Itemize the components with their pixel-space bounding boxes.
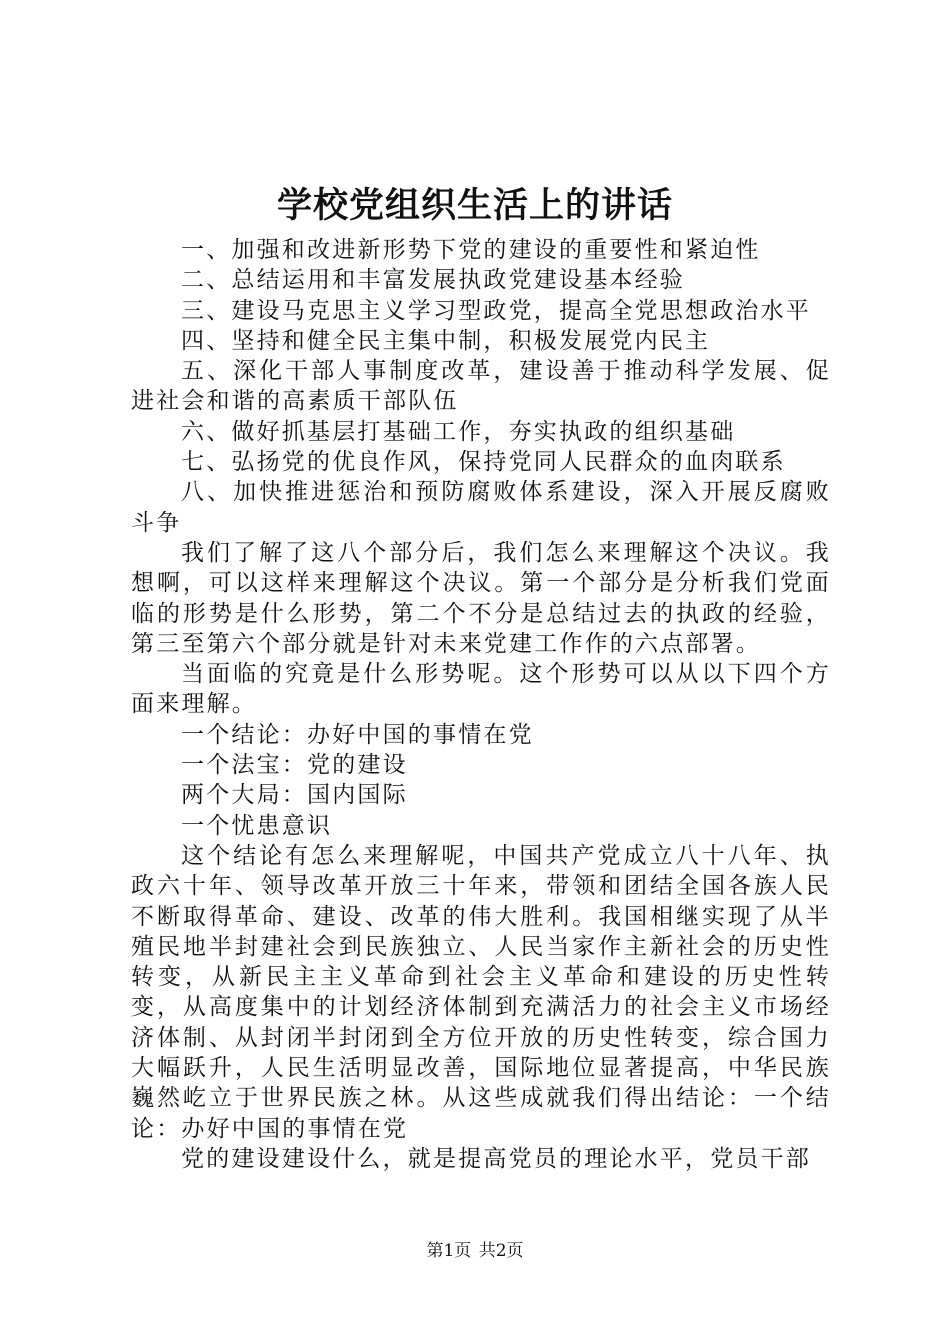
paragraph: 当面临的究竟是什么形势呢。这个形势可以从以下四个方面来理解。 xyxy=(131,661,831,718)
document-body xyxy=(131,235,831,1174)
page-total: 共2页 xyxy=(478,1241,524,1261)
paragraph: 八、加快推进惩治和预防腐败体系建设，深入开展反腐败斗争 xyxy=(131,479,831,536)
document-title: 学校党组织生活上的讲话 xyxy=(276,185,673,226)
paragraph: 一个忧患意识 xyxy=(181,812,333,839)
paragraph: 七、弘扬党的优良作风，保持党同人民群众的血肉联系 xyxy=(181,449,786,476)
page-number: 第1页 xyxy=(426,1241,472,1261)
paragraph: 一个法宝：党的建设 xyxy=(181,752,408,779)
paragraph: 一个结论：办好中国的事情在党 xyxy=(181,721,534,748)
paragraph: 党的建设建设什么，就是提高党员的理论水平，党员干部 xyxy=(181,1145,811,1172)
paragraph: 二、总结运用和丰富发展执政党建设基本经验 xyxy=(181,267,685,294)
paragraph: 四、坚持和健全民主集中制，积极发展党内民主 xyxy=(181,327,711,354)
paragraph: 五、深化干部人事制度改革，建设善于推动科学发展、促进社会和谐的高素质干部队伍 xyxy=(131,358,831,415)
paragraph: 我们了解了这八个部分后，我们怎么来理解这个决议。我想啊，可以这样来理解这个决议。第一个部分是分析我们党面临的形势是什么形势，第二个不分是总结过去的执政的经验，第三至第六个部分就是针对未来党建工作作的六点部署。 xyxy=(131,539,831,657)
page-footer xyxy=(0,1240,950,1262)
paragraph: 一、加强和改进新形势下党的建设的重要性和紧迫性 xyxy=(181,237,761,263)
paragraph: 这个结论有怎么来理解呢，中国共产党成立八十八年、执政六十年、领导改革开放三十年来，带领和团结全国各族人民不断取得革命、建设、改革的伟大胜利。我国相继实现了从半殖民地半封建社会到民族独立、人民当家作主新社会的历史性转变，从新民主主义革命到社会主义革命和建设的历史性转变，从高度集中的计划经济体制到充满活力的社会主义市场经济体制、从封闭半封闭到全方位开放的历史性转变，综合国力大幅跃升，人民生活明显改善，国际地位显著提高，中华民族巍然屹立于世界民族之林。从这些成就我们得出结论：一个结论：办好中国的事情在党 xyxy=(131,842,831,1142)
paragraph: 两个大局：国内国际 xyxy=(181,782,408,809)
paragraph: 三、建设马克思主义学习型政党，提高全党思想政治水平 xyxy=(181,297,811,324)
paragraph: 六、做好抓基层打基础工作，夯实执政的组织基础 xyxy=(181,418,736,445)
